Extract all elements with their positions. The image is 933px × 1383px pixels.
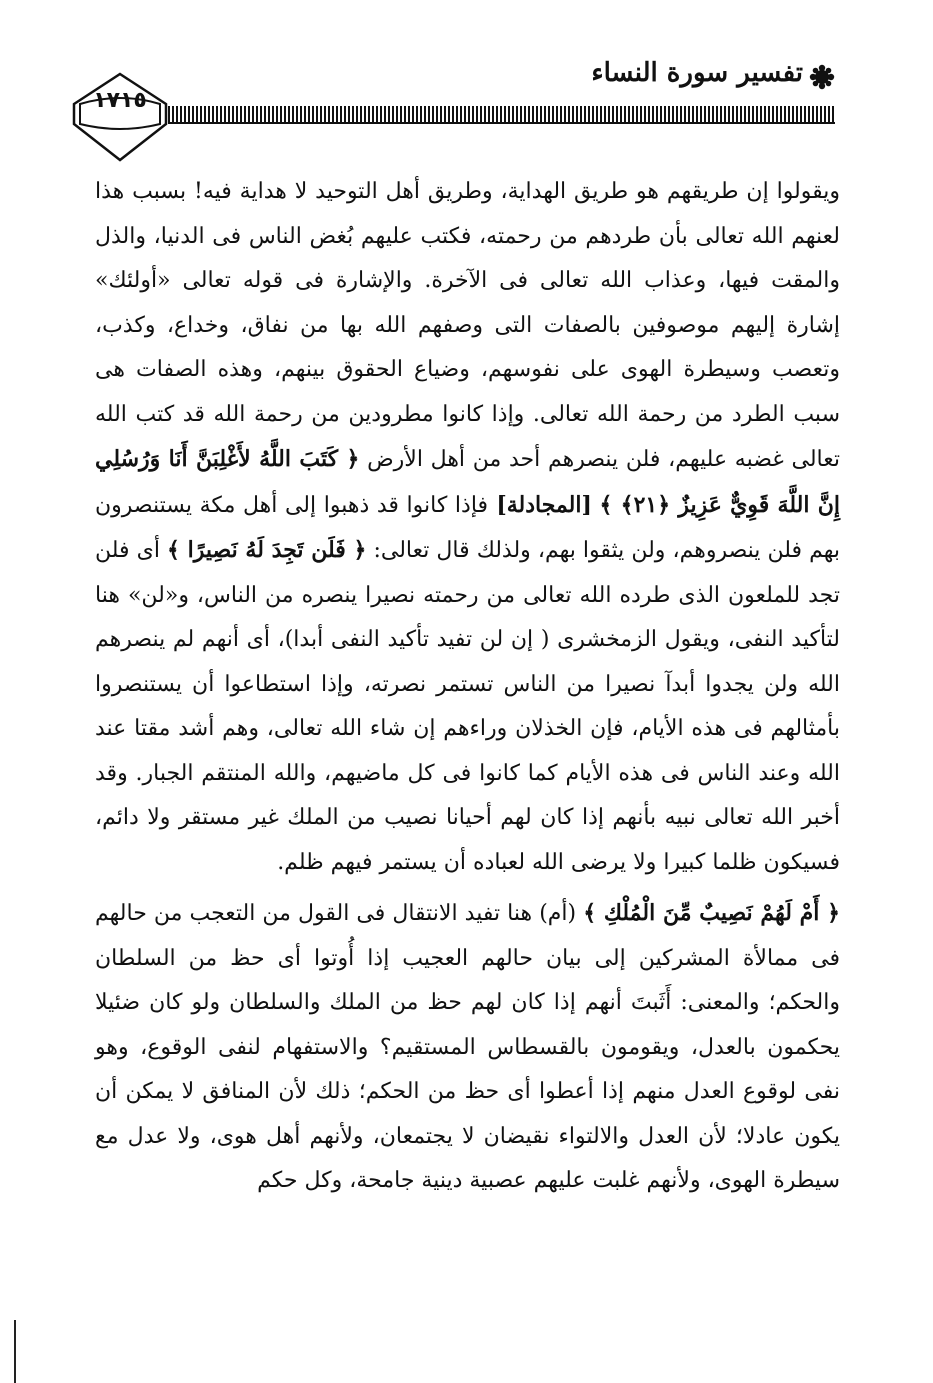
page-number-badge: [70, 72, 170, 164]
quran-verse: ﴿ فَلَن تَجِدَ لَهُ نَصِيرًا ﴾: [167, 537, 367, 563]
text-segment: أى فلن تجد للملعون الذى طرده الله تعالى من رحمته نصيرا ينصره من الناس، و«لن» هنا لتأكيد النفى، ويقول الزمخشرى ( إن لن تفيد تأكيد النفى أبدا)، أى أنهم لم ينصرهم الله ولن يجدوا أبدآ نصيرا من الناس تستمر نصرته، وإذا استطاعوا أن يستنصروا بأمثالهم فى هذه الأيام، فإن الخذلان وراءهم إن شاء الله تعالى، وهم أشد مقتا عند الله وعند الناس فى هذه الأيام كما كانوا فى كل ماضيهم، والله المنتقم الجبار. وقد أخبر الله تعالى نبيه بأنهم إذا كان لهم أحيانا نصيب من الملك غير مستقر ولا دائم، فسيكون ظلما كبيرا ولا يرضى الله لعباده أن يستمر فيهم ظلم.: [95, 538, 840, 875]
quran-verse: ﴿ أَمْ لَهُمْ نَصِيبٌ مِّنَ الْمُلْكِ ﴾: [583, 900, 841, 926]
running-title: تفسير سورة النساء: [591, 58, 803, 88]
text-segment: ويقولوا إن طريقهم هو طريق الهداية، وطريق أهل التوحيد لا هداية فيه! بسبب هذا لعنهم الله تعالى بأن طردهم من رحمته، فكتب عليهم بُغض الناس فى الدنيا، والذل والمقت فيها، وعذاب الله تعالى فى الآخرة. والإشارة فى قوله تعالى «أولئك» إشارة إليهم موصوفين بالصفات التى وصفهم الله بها من نفاق، وخداع، وكذب، وتعصب وسيطرة الهوى على نفوسهم، وضياع الحقوق بينهم، وهذه الصفات هى سبب الطرد من رحمة الله تعالى. وإذا كانوا مطرودين من رحمة الله قد كتب الله تعالى غضبه عليهم، فلن ينصرهم أحد من أهل الأرض: [95, 179, 840, 472]
paragraph-1: [95, 170, 840, 885]
scan-edge-line: [14, 1320, 16, 1383]
surah-reference: [المجادلة]: [488, 491, 592, 518]
page-number: ١٧١٥: [93, 88, 147, 113]
paragraph-2: [95, 891, 840, 1204]
quran-verse: ﴿ كَتَبَ اللَّهُ لأَغْلِبَنَّ أَنَا وَرُسُلِي إِنَّ اللَّهَ قَوِيٌّ عَزِيزٌ ﴿٢١﴾ ﴾: [95, 446, 840, 518]
body-text: [95, 170, 840, 1204]
text-segment: (أم) هنا تفيد الانتقال فى القول من التعجب من حالهم فى ممالأة المشركين إلى بيان حالهم العجيب إذا أُوتوا أى حظ من السلطان والحكم؛ والمعنى: أَثَبتَ أنهم إذا كان لهم حظ من الملك والسلطان ولو كان ضئيلا يحكمون بالعدل، ويقومون بالقسطاس المستقيم؟ والاستفهام لنفى الوقوع، وهو نفى لوقوع العدل منهم إذا أعطوا أى حظ من الحكم؛ ذلك لأن المنافق لا يمكن أن يكون عادلا؛ لأن العدل والالتواء نقيضان لا يجتمعان، ولأنهم أهل هوى، ولا عدل مع سيطرة الهوى، ولأنهم غلبت عليهم عصبية دينية جامحة، وكل حكم: [95, 901, 840, 1193]
ornament-flower-icon: [809, 64, 835, 90]
text-segment: فإذا كانوا قد ذهبوا إلى أهل مكة يستنصرون بهم فلن ينصروهم، ولن يثقوا بهم، ولذلك قال تعالى:: [95, 492, 841, 563]
page-header: [0, 0, 933, 170]
header-rule: [168, 106, 835, 124]
